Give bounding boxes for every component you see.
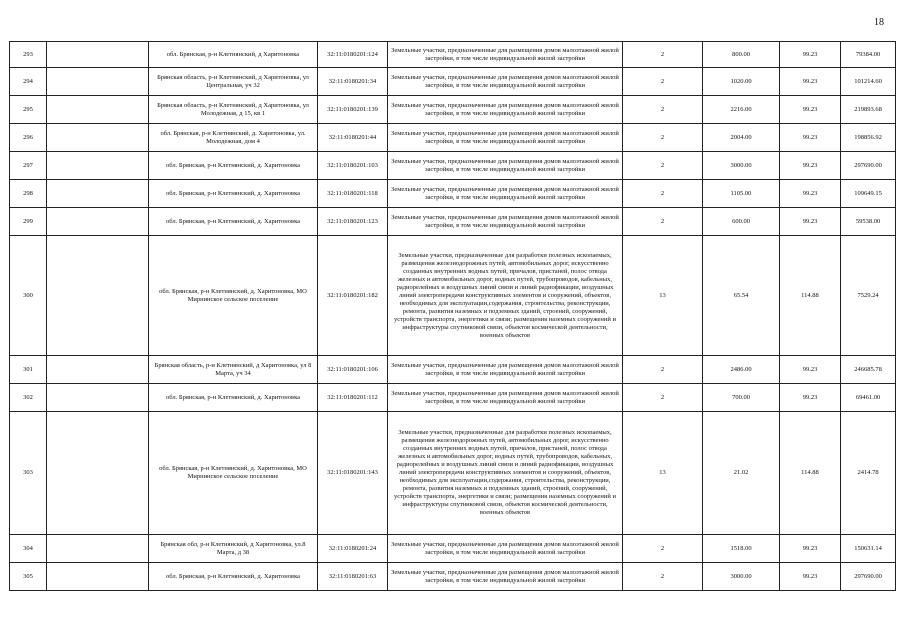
table-row (10, 356, 896, 384)
rate-cell: 99.23 (780, 96, 841, 124)
address-cell: обл. Брянская, р-н Клетнянский, д Харитоновка (149, 42, 318, 68)
area-cell: 1105.00 (703, 180, 780, 208)
area-cell: 3000.00 (703, 152, 780, 180)
land-use-cell: Земельные участки, предназначенные для размещения домов малоэтажной жилой застройки, в том числе индивидуальной жилой застройки (388, 384, 623, 412)
address-cell: обл. Брянская, р-н Клетнянский, д. Харитоновка (149, 208, 318, 236)
land-use-cell: Земельные участки, предназначенные для размещения домов малоэтажной жилой застройки, в том числе индивидуальной жилой застройки (388, 42, 623, 68)
rate-cell: 99.23 (780, 384, 841, 412)
address-cell: Брянская обл, р-н Клетнянский, д Харитоновка, ул.8 Марта, д 38 (149, 535, 318, 563)
cadastral-number-cell: 32:11:0180201:139 (318, 96, 388, 124)
land-use-cell: Земельные участки, предназначенные для размещения домов малоэтажной жилой застройки, в том числе индивидуальной жилой застройки (388, 356, 623, 384)
category-cell: 2 (623, 356, 703, 384)
cadastral-number-cell: 32:11:0180201:182 (318, 236, 388, 356)
value-cell: 59538.00 (841, 208, 896, 236)
table-row (10, 412, 896, 535)
value-cell: 101214.60 (841, 68, 896, 96)
area-cell: 2004.00 (703, 124, 780, 152)
area-cell: 2486.00 (703, 356, 780, 384)
value-cell: 79384.00 (841, 42, 896, 68)
area-cell: 1518.00 (703, 535, 780, 563)
land-use-cell: Земельные участки, предназначенные для размещения домов малоэтажной жилой застройки, в том числе индивидуальной жилой застройки (388, 152, 623, 180)
rate-cell: 99.23 (780, 180, 841, 208)
value-cell: 198856.92 (841, 124, 896, 152)
row-number: 301 (10, 356, 47, 384)
land-registry-table (9, 41, 896, 591)
value-cell: 246685.78 (841, 356, 896, 384)
empty-cell (47, 96, 149, 124)
value-cell: 297690.00 (841, 563, 896, 591)
cadastral-number-cell: 32:11:0180201:24 (318, 535, 388, 563)
address-cell: обл. Брянская, р-н Клетнянский, д. Харитоновка (149, 384, 318, 412)
cadastral-number-cell: 32:11:0180201:124 (318, 42, 388, 68)
category-cell: 2 (623, 384, 703, 412)
table-row (10, 236, 896, 356)
area-cell: 800.00 (703, 42, 780, 68)
row-number: 296 (10, 124, 47, 152)
land-use-cell: Земельные участки, предназначенные для разработки полезных ископаемых, размещения железнодорожных путей, автомобильных дорог, искусственно созданных внутренних водных путей, причалов, пристаней, полос отвода железных и автомобильных дорог, водных путей, трубопроводов, кабельных, радиорелейных и воздушных линий связи и линий радиофикации, воздушных линий электропередачи конструктивных элементов и сооружений, объектов, необходимых для эксплуатации,содержания, строительства, реконструкции, ремонта, развития наземных и подземных зданий, строений, сооружений, устройств транспорта, энергетики и связи; размещения наземных сооружений и инфраструктуры спутниковой связи, объектов космической деятельности, военных объектов (388, 412, 623, 535)
cadastral-number-cell: 32:11:0180201:63 (318, 563, 388, 591)
value-cell: 150631.14 (841, 535, 896, 563)
rate-cell: 114.88 (780, 412, 841, 535)
land-use-cell: Земельные участки, предназначенные для размещения домов малоэтажной жилой застройки, в том числе индивидуальной жилой застройки (388, 124, 623, 152)
rate-cell: 99.23 (780, 152, 841, 180)
row-number: 299 (10, 208, 47, 236)
rate-cell: 99.23 (780, 208, 841, 236)
area-cell: 3000.00 (703, 563, 780, 591)
value-cell: 109649.15 (841, 180, 896, 208)
cadastral-number-cell: 32:11:0180201:44 (318, 124, 388, 152)
empty-cell (47, 208, 149, 236)
address-cell: Брянская область, р-н Клетнянский, д Харитоновка, ул Центральная, уч 32 (149, 68, 318, 96)
address-cell: обл. Брянская, р-н Клетнянский, д. Харитоновка (149, 563, 318, 591)
row-number: 298 (10, 180, 47, 208)
cadastral-number-cell: 32:11:0180201:143 (318, 412, 388, 535)
area-cell: 21.02 (703, 412, 780, 535)
row-number: 302 (10, 384, 47, 412)
cadastral-number-cell: 32:11:0180201:34 (318, 68, 388, 96)
category-cell: 13 (623, 236, 703, 356)
empty-cell (47, 180, 149, 208)
area-cell: 65.54 (703, 236, 780, 356)
cadastral-number-cell: 32:11:0180201:112 (318, 384, 388, 412)
empty-cell (47, 68, 149, 96)
empty-cell (47, 563, 149, 591)
cadastral-number-cell: 32:11:0180201:123 (318, 208, 388, 236)
value-cell: 297690.00 (841, 152, 896, 180)
value-cell: 7529.24 (841, 236, 896, 356)
area-cell: 1020.00 (703, 68, 780, 96)
category-cell: 2 (623, 96, 703, 124)
row-number: 300 (10, 236, 47, 356)
table-row (10, 535, 896, 563)
table-row (10, 180, 896, 208)
table-body (10, 42, 896, 591)
table-row (10, 68, 896, 96)
rate-cell: 99.23 (780, 563, 841, 591)
address-cell: Брянская область, р-н Клетнянский, д Харитоновка, ул Молодежная, д 15, кв 1 (149, 96, 318, 124)
category-cell: 2 (623, 563, 703, 591)
cadastral-number-cell: 32:11:0180201:103 (318, 152, 388, 180)
page-number: 18 (874, 17, 884, 28)
address-cell: обл. Брянская, р-н Клетнянский, д. Харитоновка, МО Мирнинское сельское поселение (149, 236, 318, 356)
rate-cell: 99.23 (780, 356, 841, 384)
value-cell: 69461.00 (841, 384, 896, 412)
land-use-cell: Земельные участки, предназначенные для размещения домов малоэтажной жилой застройки, в том числе индивидуальной жилой застройки (388, 208, 623, 236)
rate-cell: 99.23 (780, 42, 841, 68)
row-number: 294 (10, 68, 47, 96)
area-cell: 700.00 (703, 384, 780, 412)
category-cell: 2 (623, 152, 703, 180)
address-cell: обл. Брянская, р-н Клетнянский, д. Харитоновка, МО Мирнинское сельское поселение (149, 412, 318, 535)
address-cell: обл. Брянская, р-н Клетнянский, д. Харитоновка (149, 152, 318, 180)
address-cell: обл. Брянская, р-н Клетнянский, д. Харитоновка (149, 180, 318, 208)
area-cell: 600.00 (703, 208, 780, 236)
cadastral-number-cell: 32:11:0180201:118 (318, 180, 388, 208)
row-number: 303 (10, 412, 47, 535)
row-number: 297 (10, 152, 47, 180)
rate-cell: 99.23 (780, 535, 841, 563)
category-cell: 2 (623, 535, 703, 563)
area-cell: 2216.00 (703, 96, 780, 124)
table-row (10, 42, 896, 68)
table-row (10, 96, 896, 124)
value-cell: 2414.78 (841, 412, 896, 535)
category-cell: 2 (623, 180, 703, 208)
table-row (10, 124, 896, 152)
rate-cell: 99.23 (780, 68, 841, 96)
table-row (10, 563, 896, 591)
land-use-cell: Земельные участки, предназначенные для размещения домов малоэтажной жилой застройки, в том числе индивидуальной жилой застройки (388, 68, 623, 96)
row-number: 304 (10, 535, 47, 563)
category-cell: 2 (623, 68, 703, 96)
category-cell: 2 (623, 124, 703, 152)
empty-cell (47, 412, 149, 535)
rate-cell: 114.88 (780, 236, 841, 356)
address-cell: Брянская область, р-н Клетнянский, д Харитоновка, ул 8 Марта, уч 34 (149, 356, 318, 384)
empty-cell (47, 384, 149, 412)
address-cell: обл. Брянская, р-н Клетнянский, д. Харитоновка, ул. Молодежная, дом 4 (149, 124, 318, 152)
table-row (10, 384, 896, 412)
row-number: 293 (10, 42, 47, 68)
empty-cell (47, 535, 149, 563)
value-cell: 219893.68 (841, 96, 896, 124)
category-cell: 13 (623, 412, 703, 535)
empty-cell (47, 236, 149, 356)
cadastral-number-cell: 32:11:0180201:106 (318, 356, 388, 384)
empty-cell (47, 124, 149, 152)
land-use-cell: Земельные участки, предназначенные для размещения домов малоэтажной жилой застройки, в том числе индивидуальной жилой застройки (388, 563, 623, 591)
category-cell: 2 (623, 208, 703, 236)
empty-cell (47, 152, 149, 180)
land-use-cell: Земельные участки, предназначенные для размещения домов малоэтажной жилой застройки, в том числе индивидуальной жилой застройки (388, 535, 623, 563)
row-number: 305 (10, 563, 47, 591)
land-use-cell: Земельные участки, предназначенные для размещения домов малоэтажной жилой застройки, в том числе индивидуальной жилой застройки (388, 180, 623, 208)
land-use-cell: Земельные участки, предназначенные для разработки полезных ископаемых, размещения железнодорожных путей, автомобильных дорог, искусственно созданных внутренних водных путей, причалов, пристаней, полос отвода железных и автомобильных дорог, водных путей, трубопроводов, кабельных, радиорелейных и воздушных линий связи и линий радиофикации, воздушных линий электропередачи конструктивных элементов и сооружений, объектов, необходимых для эксплуатации,содержания, строительства, реконструкции, ремонта, развития наземных и подземных зданий, строений, сооружений, устройств транспорта, энергетики и связи; размещения наземных сооружений и инфраструктуры спутниковой связи, объектов космической деятельности, военных объектов (388, 236, 623, 356)
table-row (10, 208, 896, 236)
rate-cell: 99.23 (780, 124, 841, 152)
row-number: 295 (10, 96, 47, 124)
land-use-cell: Земельные участки, предназначенные для размещения домов малоэтажной жилой застройки, в том числе индивидуальной жилой застройки (388, 96, 623, 124)
category-cell: 2 (623, 42, 703, 68)
empty-cell (47, 356, 149, 384)
empty-cell (47, 42, 149, 68)
table-row (10, 152, 896, 180)
